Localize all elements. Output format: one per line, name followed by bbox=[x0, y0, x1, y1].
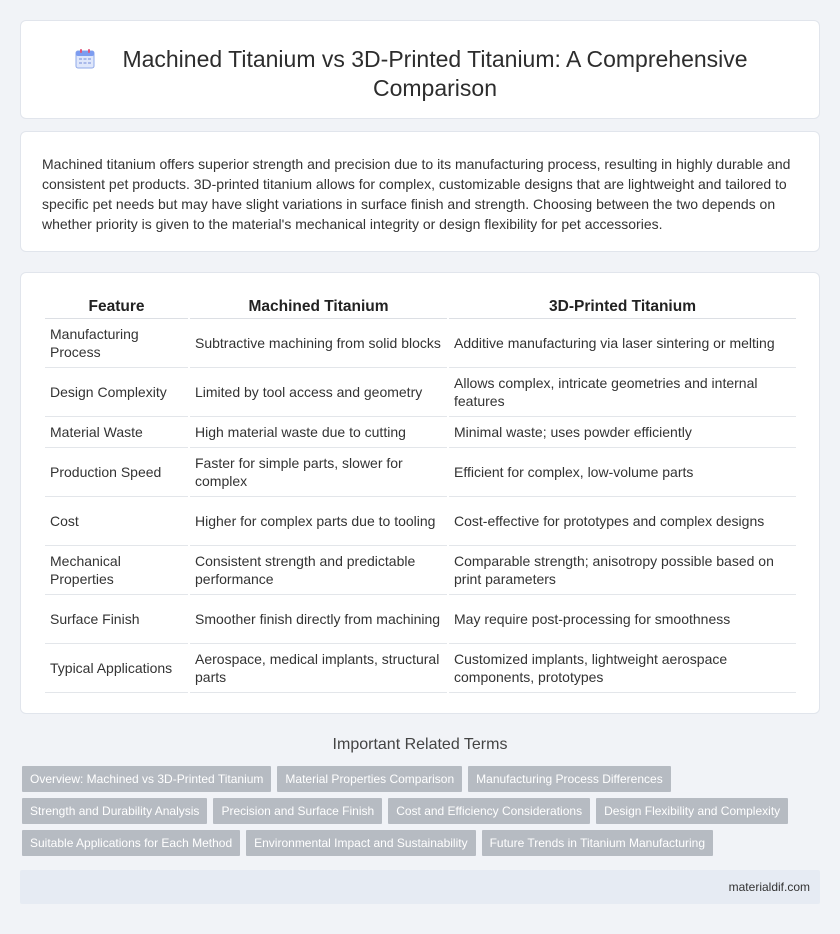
table-row bbox=[45, 497, 796, 546]
printed-cell: Efficient for complex, low-volume parts bbox=[449, 448, 796, 497]
related-term-tag[interactable]: Cost and Efficiency Considerations bbox=[388, 798, 590, 824]
related-term-tag[interactable]: Environmental Impact and Sustainability bbox=[246, 830, 475, 856]
related-term-tag[interactable]: Suitable Applications for Each Method bbox=[22, 830, 240, 856]
table-row bbox=[45, 417, 796, 448]
page-title: Machined Titanium vs 3D-Printed Titanium: A Comprehensive Comparison bbox=[122, 46, 748, 101]
table-row bbox=[45, 546, 796, 595]
feature-cell: Production Speed bbox=[45, 448, 188, 497]
machined-cell: Higher for complex parts due to tooling bbox=[190, 497, 447, 546]
machined-cell: High material waste due to cutting bbox=[190, 417, 447, 448]
machined-cell: Smoother finish directly from machining bbox=[190, 595, 447, 644]
printed-cell: Minimal waste; uses powder efficiently bbox=[449, 417, 796, 448]
related-term-tag[interactable]: Future Trends in Titanium Manufacturing bbox=[482, 830, 713, 856]
header-card bbox=[20, 20, 820, 119]
header-feature: Feature bbox=[45, 295, 188, 319]
table-row bbox=[45, 368, 796, 417]
related-term-tag[interactable]: Precision and Surface Finish bbox=[213, 798, 382, 824]
feature-cell: Mechanical Properties bbox=[45, 546, 188, 595]
machined-cell: Limited by tool access and geometry bbox=[190, 368, 447, 417]
related-terms-title: Important Related Terms bbox=[332, 736, 508, 753]
feature-cell: Cost bbox=[45, 497, 188, 546]
header-machined: Machined Titanium bbox=[190, 295, 447, 319]
printed-cell: Additive manufacturing via laser sintering or melting bbox=[449, 319, 796, 368]
related-term-tag[interactable]: Overview: Machined vs 3D-Printed Titanium bbox=[22, 766, 271, 792]
feature-cell: Surface Finish bbox=[45, 595, 188, 644]
machined-cell: Consistent strength and predictable performance bbox=[190, 546, 447, 595]
printed-cell: Customized implants, lightweight aerospace components, prototypes bbox=[449, 644, 796, 693]
intro-card bbox=[20, 131, 820, 252]
table-row bbox=[45, 448, 796, 497]
intro-paragraph: Machined titanium offers superior strength and precision due to its manufacturing process, resulting in highly durable and consistent pet products. 3D-printed titanium allows for complex, customizable designs that are lightweight and tailored to specific pet needs but may have slight variations in surface finish and strength. Choosing between the two depends on whether priority is given to the material's mechanical integrity or design flexibility for pet accessories. bbox=[42, 156, 791, 232]
table-header-row bbox=[45, 295, 796, 319]
machined-cell: Subtractive machining from solid blocks bbox=[190, 319, 447, 368]
feature-cell: Material Waste bbox=[45, 417, 188, 448]
feature-cell: Design Complexity bbox=[45, 368, 188, 417]
related-term-tag[interactable]: Manufacturing Process Differences bbox=[468, 766, 671, 792]
comparison-table bbox=[43, 295, 798, 693]
machined-cell: Faster for simple parts, slower for complex bbox=[190, 448, 447, 497]
related-terms-list bbox=[22, 766, 812, 862]
table-row bbox=[45, 644, 796, 693]
feature-cell: Typical Applications bbox=[45, 644, 188, 693]
related-term-tag[interactable]: Design Flexibility and Complexity bbox=[596, 798, 788, 824]
table-row bbox=[45, 595, 796, 644]
machined-cell: Aerospace, medical implants, structural parts bbox=[190, 644, 447, 693]
printed-cell: Cost-effective for prototypes and complex designs bbox=[449, 497, 796, 546]
footer-site-link[interactable]: materialdif.com bbox=[728, 880, 810, 894]
printed-cell: May require post-processing for smoothness bbox=[449, 595, 796, 644]
comparison-card bbox=[20, 272, 820, 714]
header-3d-printed: 3D-Printed Titanium bbox=[449, 295, 796, 319]
related-term-tag[interactable]: Strength and Durability Analysis bbox=[22, 798, 207, 824]
printed-cell: Comparable strength; anisotropy possible based on print parameters bbox=[449, 546, 796, 595]
printed-cell: Allows complex, intricate geometries and internal features bbox=[449, 368, 796, 417]
footer bbox=[20, 870, 820, 904]
related-term-tag[interactable]: Material Properties Comparison bbox=[277, 766, 462, 792]
table-row bbox=[45, 319, 796, 368]
feature-cell: Manufacturing Process bbox=[45, 319, 188, 368]
